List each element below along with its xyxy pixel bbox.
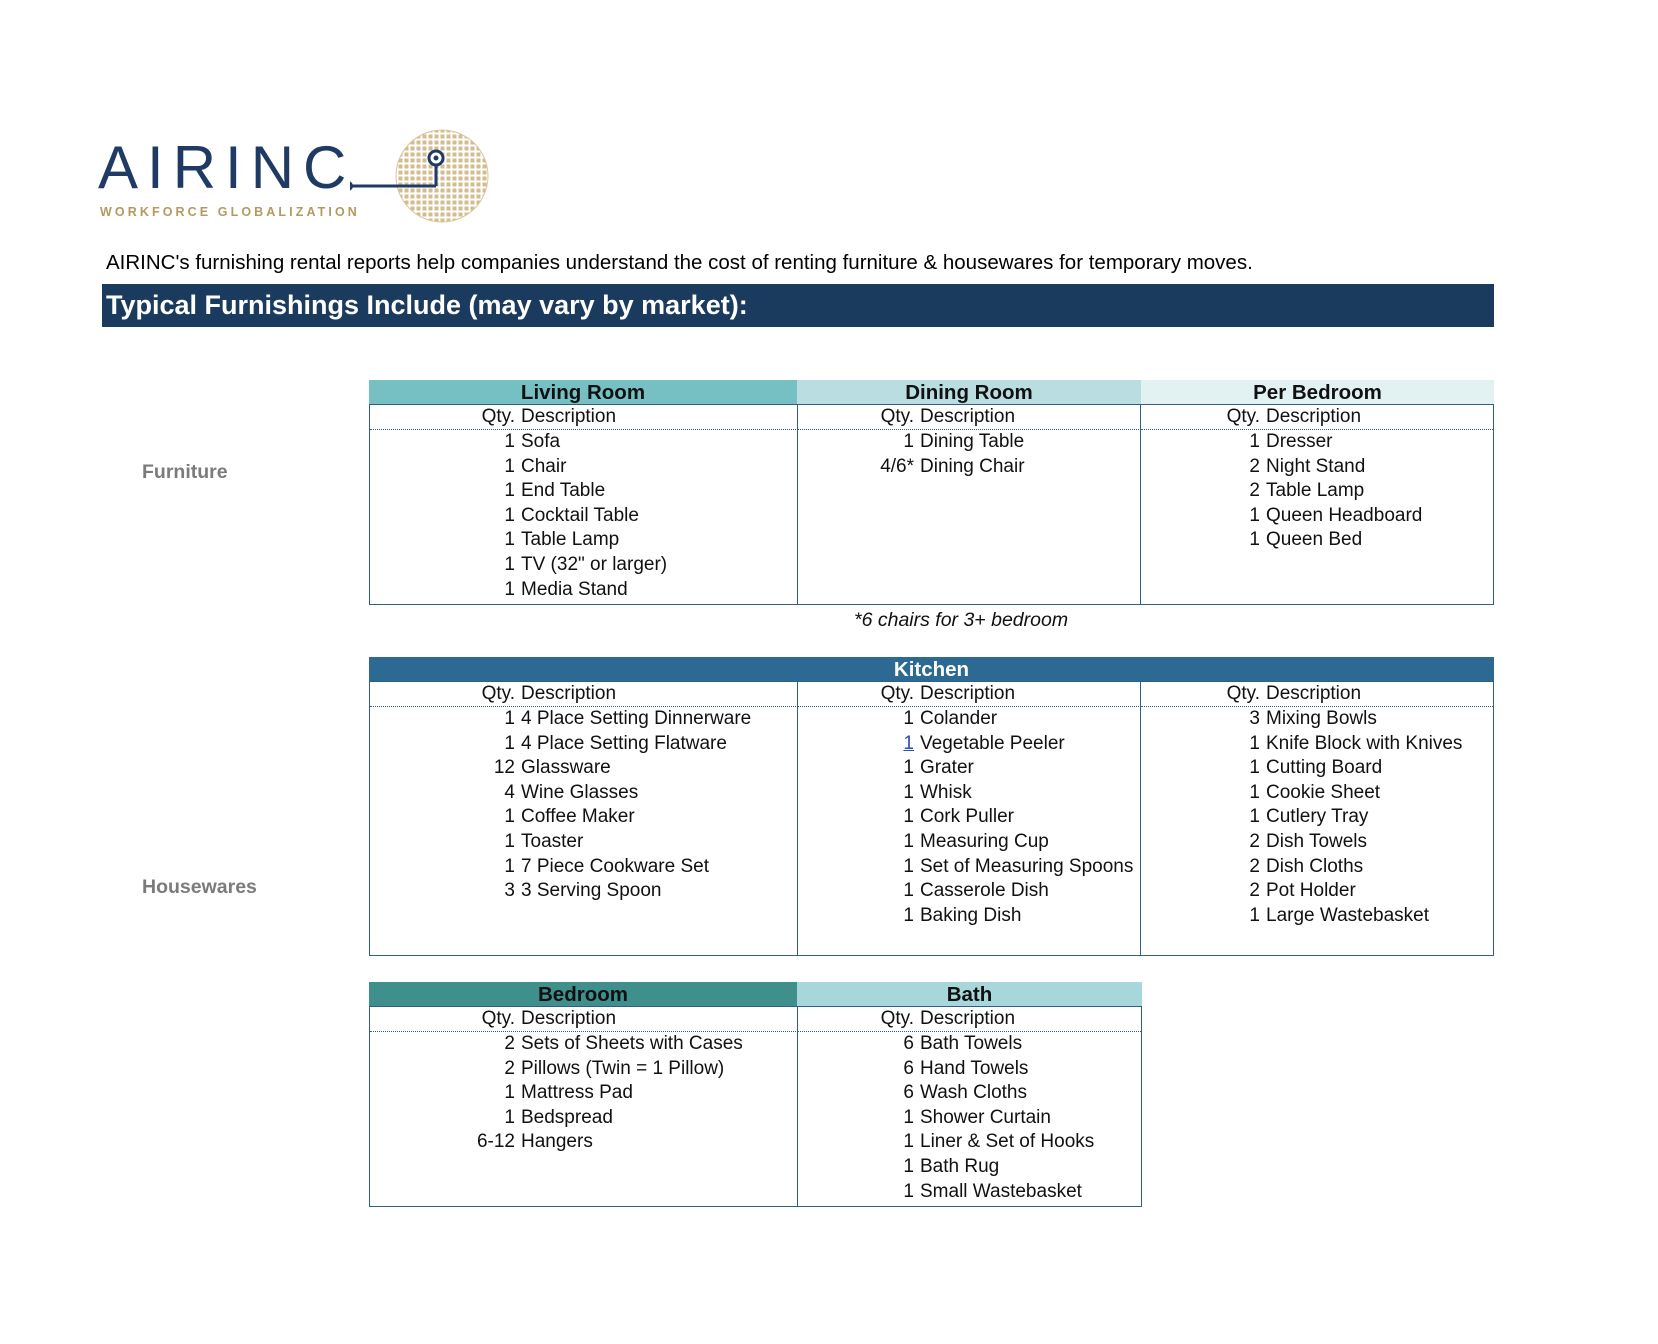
- logo-wordmark: AIRINC: [98, 134, 356, 201]
- list-item: [370, 855, 798, 880]
- list-item: [798, 707, 1141, 732]
- item-qty: 1: [504, 1106, 515, 1128]
- item-description: Cocktail Table: [521, 504, 639, 526]
- living-room-header: Living Room: [369, 380, 797, 404]
- item-qty: 2: [504, 1033, 515, 1054]
- section-title-bar: Typical Furnishings Include (may vary by market):: [102, 284, 1494, 327]
- globe-icon: [350, 128, 490, 232]
- item-description: Chair: [521, 455, 567, 477]
- item-qty: 3: [1249, 708, 1260, 729]
- list-item: [1141, 879, 1493, 904]
- item-qty: 1: [504, 1082, 515, 1104]
- per-bedroom-header: Per Bedroom: [1141, 380, 1494, 404]
- item-description: Coffee Maker: [521, 806, 635, 828]
- column-subheader: [370, 405, 798, 430]
- item-description: Bath Rug: [920, 1156, 1000, 1177]
- list-item: [1141, 781, 1493, 806]
- item-qty: 1: [504, 529, 515, 551]
- list-item: [1141, 528, 1493, 553]
- item-qty: 2: [1249, 855, 1260, 877]
- item-qty: 1: [1249, 781, 1260, 803]
- item-qty: 1: [903, 806, 914, 828]
- item-qty: 4: [504, 781, 515, 803]
- list-item: [798, 1155, 1141, 1180]
- list-item: [1141, 707, 1493, 732]
- bedroom-bath-box: [369, 1006, 1142, 1207]
- item-description: Colander: [920, 708, 998, 729]
- item-qty: 1: [903, 831, 914, 852]
- qty-header: Qty.: [880, 1008, 914, 1029]
- list-item: [1141, 479, 1493, 504]
- column-subheader: [1141, 682, 1493, 707]
- list-item: [370, 553, 798, 578]
- description-header: Description: [521, 1008, 617, 1029]
- item-qty: 2: [504, 1057, 515, 1079]
- item-description: Wine Glasses: [521, 781, 639, 803]
- furniture-box: [369, 404, 1494, 605]
- item-qty: 6: [903, 1057, 914, 1079]
- list-item: [798, 455, 1141, 480]
- item-qty: 1: [504, 431, 515, 452]
- list-item: [370, 756, 798, 781]
- list-item: [370, 830, 798, 855]
- item-qty: 1: [504, 831, 515, 852]
- list-item: [1141, 430, 1493, 455]
- furniture-table: [369, 380, 1494, 605]
- item-description: Table Lamp: [521, 529, 620, 551]
- item-description: Dining Chair: [920, 455, 1025, 477]
- list-item: [798, 904, 1141, 929]
- item-description: Sets of Sheets with Cases: [521, 1033, 743, 1054]
- item-description: 3 Serving Spoon: [521, 880, 662, 902]
- item-description: Liner & Set of Hooks: [920, 1131, 1095, 1153]
- item-description: Pillows (Twin = 1 Pillow): [521, 1057, 725, 1079]
- column-subheader: [798, 682, 1141, 707]
- list-item: [370, 1081, 798, 1106]
- item-qty: 1: [504, 504, 515, 526]
- qty-header: Qty.: [880, 683, 914, 704]
- item-qty: 2: [1249, 455, 1260, 477]
- item-qty: 1: [903, 1106, 914, 1128]
- item-description: Grater: [920, 757, 974, 779]
- item-description: Cork Puller: [920, 806, 1014, 828]
- item-qty: 2: [1249, 831, 1260, 852]
- intro-text: AIRINC's furnishing rental reports help companies understand the cost of renting furniture & housewares for temporary moves.: [106, 251, 1253, 274]
- description-header: Description: [920, 406, 1016, 427]
- item-qty: 1: [1249, 904, 1260, 926]
- qty-header: Qty.: [481, 406, 515, 427]
- item-description: Media Stand: [521, 578, 628, 600]
- item-qty: 1: [504, 480, 515, 502]
- list-item: [370, 732, 798, 757]
- list-item: [1141, 805, 1493, 830]
- item-qty: 1: [903, 757, 914, 779]
- list-item: [370, 1032, 798, 1057]
- qty-header: Qty.: [1226, 683, 1260, 704]
- list-item: [370, 1057, 798, 1082]
- item-description: Cookie Sheet: [1266, 781, 1381, 803]
- list-item: [370, 1106, 798, 1131]
- item-description: Set of Measuring Spoons: [920, 855, 1134, 877]
- item-description: End Table: [521, 480, 606, 502]
- item-qty: 1: [903, 1180, 914, 1202]
- item-qty: 12: [493, 757, 515, 779]
- kitchen-column-3: [1140, 682, 1493, 955]
- bedroom-bath-table: [369, 982, 1142, 1207]
- bath-header: Bath: [797, 982, 1142, 1006]
- item-description: Mixing Bowls: [1266, 708, 1377, 729]
- list-item: [1141, 504, 1493, 529]
- list-item: [798, 855, 1141, 880]
- item-description: Bath Towels: [920, 1033, 1023, 1054]
- item-qty: 2: [1249, 480, 1260, 502]
- item-description: 7 Piece Cookware Set: [521, 855, 709, 877]
- item-qty: 1: [903, 1131, 914, 1153]
- kitchen-box: [369, 681, 1494, 956]
- item-description: Casserole Dish: [920, 880, 1049, 902]
- item-qty: 1: [903, 781, 914, 803]
- list-item: [798, 1057, 1141, 1082]
- item-description: Bedspread: [521, 1106, 613, 1128]
- item-qty: 6-12: [476, 1131, 515, 1153]
- list-item: [798, 1081, 1141, 1106]
- list-item: [798, 1032, 1141, 1057]
- item-description: Vegetable Peeler: [920, 732, 1065, 754]
- item-description: Sofa: [521, 431, 561, 452]
- description-header: Description: [1266, 406, 1362, 427]
- item-description: Toaster: [521, 831, 584, 852]
- item-description: Mattress Pad: [521, 1082, 633, 1104]
- list-item: [370, 504, 798, 529]
- qty-link[interactable]: 1: [903, 732, 914, 754]
- item-qty: 6: [903, 1033, 914, 1054]
- item-qty: 1: [504, 554, 515, 575]
- item-qty: 1: [903, 708, 914, 729]
- list-item: [370, 805, 798, 830]
- item-description: TV (32" or larger): [521, 554, 668, 575]
- item-qty: 1: [1249, 732, 1260, 754]
- list-item: [1141, 756, 1493, 781]
- list-item: [370, 879, 798, 904]
- dining-chair-footnote: *6 chairs for 3+ bedroom: [854, 609, 1069, 631]
- item-description: Queen Headboard: [1266, 504, 1423, 526]
- description-header: Description: [521, 683, 617, 704]
- dining-room-column: [797, 405, 1141, 604]
- list-item: [798, 781, 1141, 806]
- item-description: Dresser: [1266, 431, 1333, 452]
- list-item: [370, 430, 798, 455]
- list-item: [1141, 732, 1493, 757]
- list-item: [798, 756, 1141, 781]
- item-description: Whisk: [920, 781, 972, 803]
- item-description: Queen Bed: [1266, 529, 1363, 551]
- column-subheader: [798, 405, 1141, 430]
- list-item: [1141, 830, 1493, 855]
- list-item: [798, 430, 1141, 455]
- column-subheader: [370, 1007, 798, 1032]
- item-qty: 1: [903, 431, 914, 452]
- list-item: [1141, 455, 1493, 480]
- item-description: 4 Place Setting Dinnerware: [521, 708, 752, 729]
- column-subheader: [1141, 405, 1493, 430]
- item-qty: 1: [903, 855, 914, 877]
- qty-header: Qty.: [880, 406, 914, 427]
- qty-header: Qty.: [1226, 406, 1260, 427]
- item-qty: 1: [504, 732, 515, 754]
- list-item: [798, 1106, 1141, 1131]
- list-item: [798, 830, 1141, 855]
- item-qty: 1: [903, 904, 914, 926]
- item-description: Hangers: [521, 1131, 593, 1153]
- per-bedroom-column: [1140, 405, 1493, 604]
- description-header: Description: [920, 1008, 1016, 1029]
- list-item: [370, 455, 798, 480]
- list-item: [798, 879, 1141, 904]
- list-item: [1141, 904, 1493, 929]
- list-item: [370, 707, 798, 732]
- item-qty: 3: [504, 880, 515, 902]
- list-item: [370, 479, 798, 504]
- item-qty: 1: [504, 578, 515, 600]
- bedroom-header: Bedroom: [369, 982, 797, 1006]
- kitchen-header: Kitchen: [369, 657, 1494, 681]
- column-subheader: [370, 682, 798, 707]
- item-description: Dish Cloths: [1266, 855, 1364, 877]
- list-item: [1141, 855, 1493, 880]
- list-item: [798, 1180, 1141, 1205]
- description-header: Description: [920, 683, 1016, 704]
- item-description: Hand Towels: [920, 1057, 1029, 1079]
- item-description: Cutlery Tray: [1266, 806, 1369, 828]
- row-label-housewares: Housewares: [142, 876, 257, 898]
- item-qty: 1: [504, 806, 515, 828]
- item-qty: 1: [1249, 504, 1260, 526]
- column-subheader: [798, 1007, 1141, 1032]
- item-description: Cutting Board: [1266, 757, 1383, 779]
- item-description: Measuring Cup: [920, 831, 1049, 852]
- item-qty: 1: [504, 455, 515, 477]
- item-qty: 1: [1249, 806, 1260, 828]
- bath-column: [797, 1007, 1141, 1206]
- bedroom-column: [370, 1007, 798, 1206]
- item-description: Baking Dish: [920, 904, 1022, 926]
- description-header: Description: [521, 406, 617, 427]
- row-label-furniture: Furniture: [142, 461, 228, 483]
- item-qty: 6: [903, 1082, 914, 1104]
- item-qty: 1: [903, 880, 914, 902]
- list-item: [370, 578, 798, 603]
- item-qty: 1: [1249, 431, 1260, 452]
- description-header: Description: [1266, 683, 1362, 704]
- item-qty: 1: [504, 708, 515, 729]
- qty-header: Qty.: [481, 1008, 515, 1029]
- list-item: [798, 1130, 1141, 1155]
- item-description: Table Lamp: [1266, 480, 1365, 502]
- list-item: [798, 732, 1141, 757]
- item-description: Knife Block with Knives: [1266, 732, 1463, 754]
- list-item: [370, 781, 798, 806]
- item-description: Wash Cloths: [920, 1082, 1027, 1104]
- item-description: Dining Table: [920, 431, 1025, 452]
- airinc-logo: [98, 128, 488, 232]
- item-description: Shower Curtain: [920, 1106, 1051, 1128]
- kitchen-column-1: [370, 682, 798, 955]
- kitchen-table: [369, 657, 1494, 956]
- item-description: Small Wastebasket: [920, 1180, 1082, 1202]
- qty-header: Qty.: [481, 683, 515, 704]
- item-qty: 4/6*: [880, 455, 914, 477]
- item-description: Pot Holder: [1266, 880, 1356, 902]
- item-description: 4 Place Setting Flatware: [521, 732, 727, 754]
- item-qty: 1: [1249, 757, 1260, 779]
- item-qty: 1: [1249, 529, 1260, 551]
- list-item: [798, 805, 1141, 830]
- item-description: Large Wastebasket: [1266, 904, 1429, 926]
- item-description: Night Stand: [1266, 455, 1366, 477]
- item-qty: 2: [1249, 880, 1260, 902]
- logo-tagline: WORKFORCE GLOBALIZATION: [100, 205, 360, 219]
- dining-room-header: Dining Room: [797, 380, 1141, 404]
- kitchen-column-2: [797, 682, 1141, 955]
- item-description: Dish Towels: [1266, 831, 1368, 852]
- item-qty: 1: [903, 1156, 914, 1177]
- list-item: [370, 528, 798, 553]
- living-room-column: [370, 405, 798, 604]
- item-qty: 1: [504, 855, 515, 877]
- item-description: Glassware: [521, 757, 611, 779]
- list-item: [370, 1130, 798, 1155]
